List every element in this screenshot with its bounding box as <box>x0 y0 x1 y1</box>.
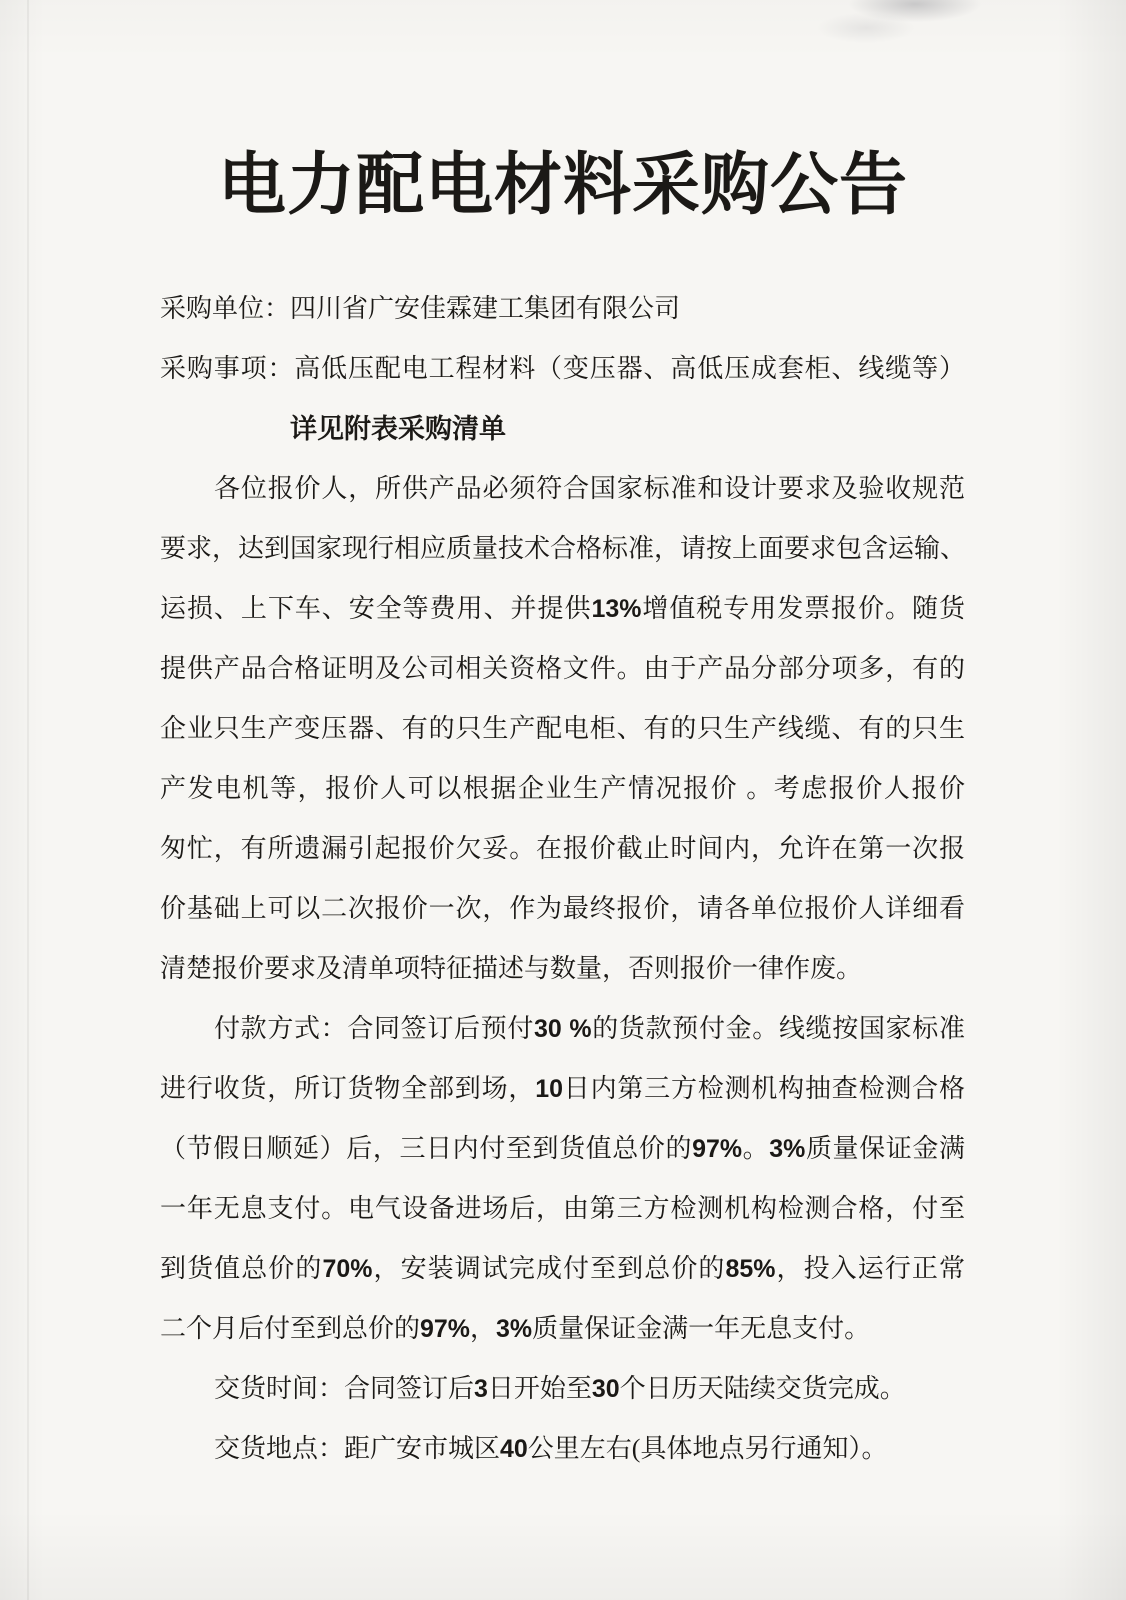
document-body <box>0 279 1126 1479</box>
requirements-line-4: 提供产品合格证明及公司相关资格文件。由于产品分部分项多，有的 <box>160 654 965 683</box>
procurement-items-line: 采购事项：高低压配电工程材料（变压器、高低压成套柜、线缆等） <box>160 354 965 383</box>
attachment-note-line: 详见附表采购清单 <box>290 414 506 444</box>
requirements-line-1: 各位报价人，所供产品必须符合国家标准和设计要求及验收规范 <box>214 474 965 503</box>
payment-terms-line-3: （节假日顺延）后，三日内付至到货值总价的97%。3%质量保证金满 <box>160 1134 965 1163</box>
requirements-line-9: 清楚报价要求及清单项特征描述与数量，否则报价一律作废。 <box>160 954 863 983</box>
payment-terms-line-4: 一年无息支付。电气设备进场后，由第三方检测机构检测合格，付至 <box>160 1194 965 1223</box>
delivery-time-line: 交货时间：合同签订后3日开始至30个日历天陆续交货完成。 <box>214 1374 906 1403</box>
payment-terms-line-5: 到货值总价的70%，安装调试完成付至到总价的85%，投入运行正常 <box>160 1254 965 1283</box>
delivery-place-line: 交货地点：距广安市城区40公里左右(具体地点另行通知）。 <box>214 1434 888 1463</box>
requirements-line-8: 价基础上可以二次报价一次，作为最终报价，请各单位报价人详细看 <box>160 894 965 923</box>
requirements-line-7: 匆忙，有所遗漏引起报价欠妥。在报价截止时间内，允许在第一次报 <box>160 834 965 863</box>
requirements-line-3: 运损、上下车、安全等费用、并提供13%增值税专用发票报价。随货 <box>160 594 965 623</box>
payment-terms-line-6: 二个月后付至到总价的97%，3%质量保证金满一年无息支付。 <box>160 1314 871 1343</box>
requirements-line-2: 要求，达到国家现行相应质量技术合格标准，请按上面要求包含运输、 <box>160 534 967 563</box>
purchaser-line: 采购单位：四川省广安佳霖建工集团有限公司 <box>160 294 681 323</box>
page-title: 电力配电材料采购公告 <box>217 147 908 223</box>
requirements-line-5: 企业只生产变压器、有的只生产配电柜、有的只生产线缆、有的只生 <box>160 714 965 743</box>
requirements-line-6: 产发电机等，报价人可以根据企业生产情况报价 。考虑报价人报价 <box>160 774 965 803</box>
payment-terms-line-1: 付款方式：合同签订后预付30 %的货款预付金。线缆按国家标准 <box>214 1014 965 1043</box>
payment-terms-line-2: 进行收货，所订货物全部到场，10日内第三方检测机构抽查检测合格 <box>160 1074 965 1103</box>
